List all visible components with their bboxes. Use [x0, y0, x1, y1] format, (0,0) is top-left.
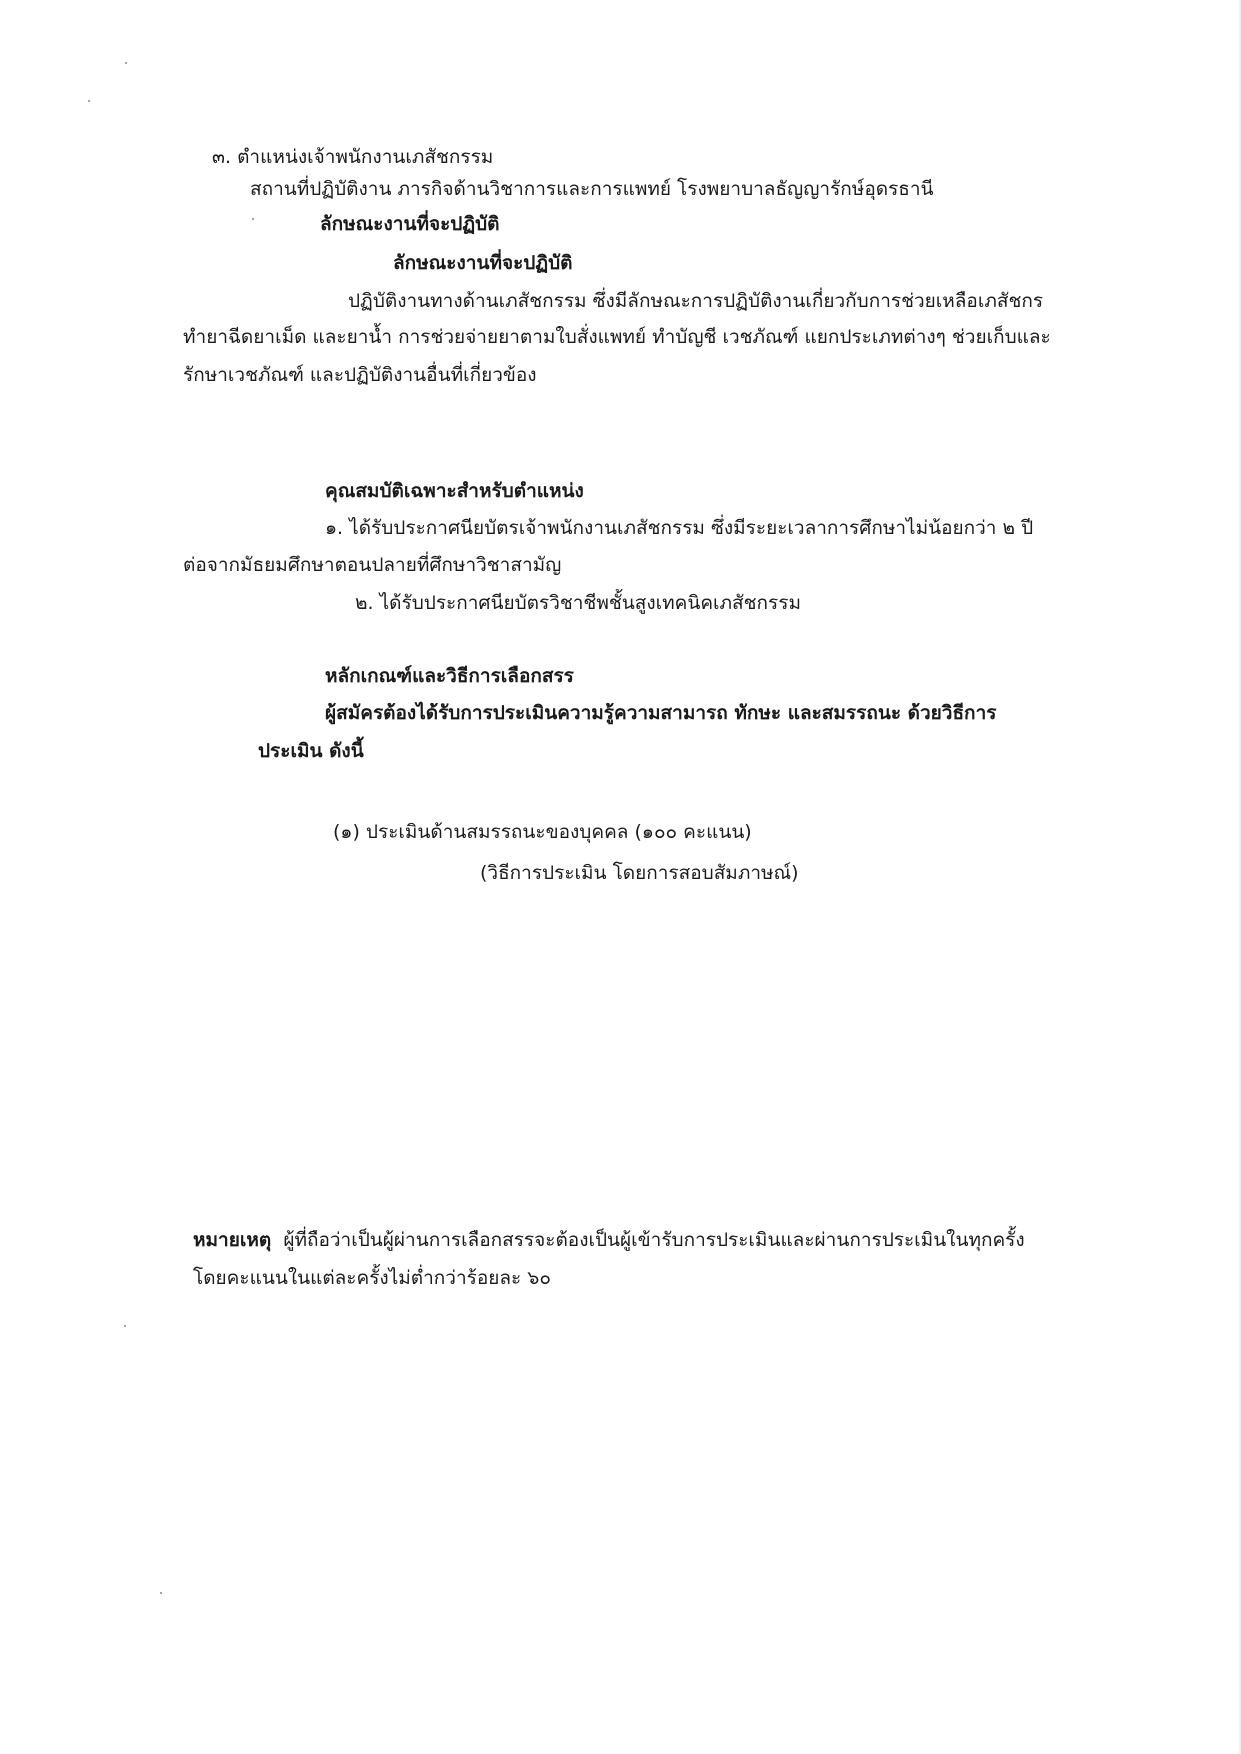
note-text: ผู้ที่ถือว่าเป็นผู้ผ่านการเลือกสรรจะต้องเป็นผู้เข้ารับการประเมินและผ่านการประเมินในทุกครั้ง — [283, 1229, 1025, 1251]
note-line-continuation: โดยคะแนนในแต่ละครั้งไม่ต่ำกว่าร้อยละ ๖๐ — [193, 1267, 551, 1289]
duty-description-line: ทำยาฉีดยาเม็ด และยาน้ำ การช่วยจ่ายยาตามใบสั่งแพทย์ ทำบัญชี เวชภัณฑ์ แยกประเภทต่างๆ ช่วยเก็บและ — [183, 326, 1051, 348]
selection-text: ผู้สมัครต้องได้รับการประเมินความรู้ความสามารถ ทักษะ และสมรรถนะ ด้วยวิธีการ — [325, 702, 997, 724]
assessment-criteria: (๑) ประเมินด้านสมรรถนะของบุคคล (๑๐๐ คะแนน) — [333, 821, 752, 843]
position-heading: ๓. ตำแหน่งเจ้าพนักงานเภสัชกรรม — [212, 146, 494, 168]
scan-speck — [252, 218, 254, 220]
scan-speck — [160, 1592, 162, 1594]
scan-speck — [124, 1325, 126, 1327]
qualification-item: ๒. ได้รับประกาศนียบัตรวิชาชีพชั้นสูงเทคนิคเภสัชกรรม — [355, 592, 801, 614]
duty-description-line: รักษาเวชภัณฑ์ และปฏิบัติงานอื่นที่เกี่ยวข้อง — [183, 364, 537, 386]
qualification-item-continuation: ต่อจากมัธยมศึกษาตอนปลายที่ศึกษาวิชาสามัญ — [183, 554, 562, 576]
note-label: หมายเหตุ — [193, 1229, 272, 1251]
qualification-item: ๑. ได้รับประกาศนียบัตรเจ้าพนักงานเภสัชกรรม ซึ่งมีระยะเวลาการศึกษาไม่น้อยกว่า ๒ ปี — [325, 517, 1034, 539]
scan-speck — [88, 100, 90, 102]
duty-heading: ลักษณะงานที่จะปฏิบัติ — [320, 213, 500, 235]
selection-heading: หลักเกณฑ์และวิธีการเลือกสรร — [325, 665, 574, 687]
workplace-line: สถานที่ปฏิบัติงาน ภารกิจด้านวิชาการและการแพทย์ โรงพยาบาลธัญญารักษ์อุดรธานี — [250, 178, 934, 200]
qualifications-heading: คุณสมบัติเฉพาะสำหรับตำแหน่ง — [325, 480, 584, 502]
assessment-method: (วิธีการประเมิน โดยการสอบสัมภาษณ์) — [480, 862, 799, 884]
note-line — [193, 1227, 1025, 1253]
duty-description-line: ปฏิบัติงานทางด้านเภสัชกรรม ซึ่งมีลักษณะการปฏิบัติงานเกี่ยวกับการช่วยเหลือเภสัชกร — [348, 290, 1044, 312]
scan-speck — [125, 62, 127, 64]
duty-subheading: ลักษณะงานที่จะปฏิบัติ — [393, 252, 573, 274]
selection-text-continuation: ประเมิน ดังนี้ — [258, 740, 364, 762]
